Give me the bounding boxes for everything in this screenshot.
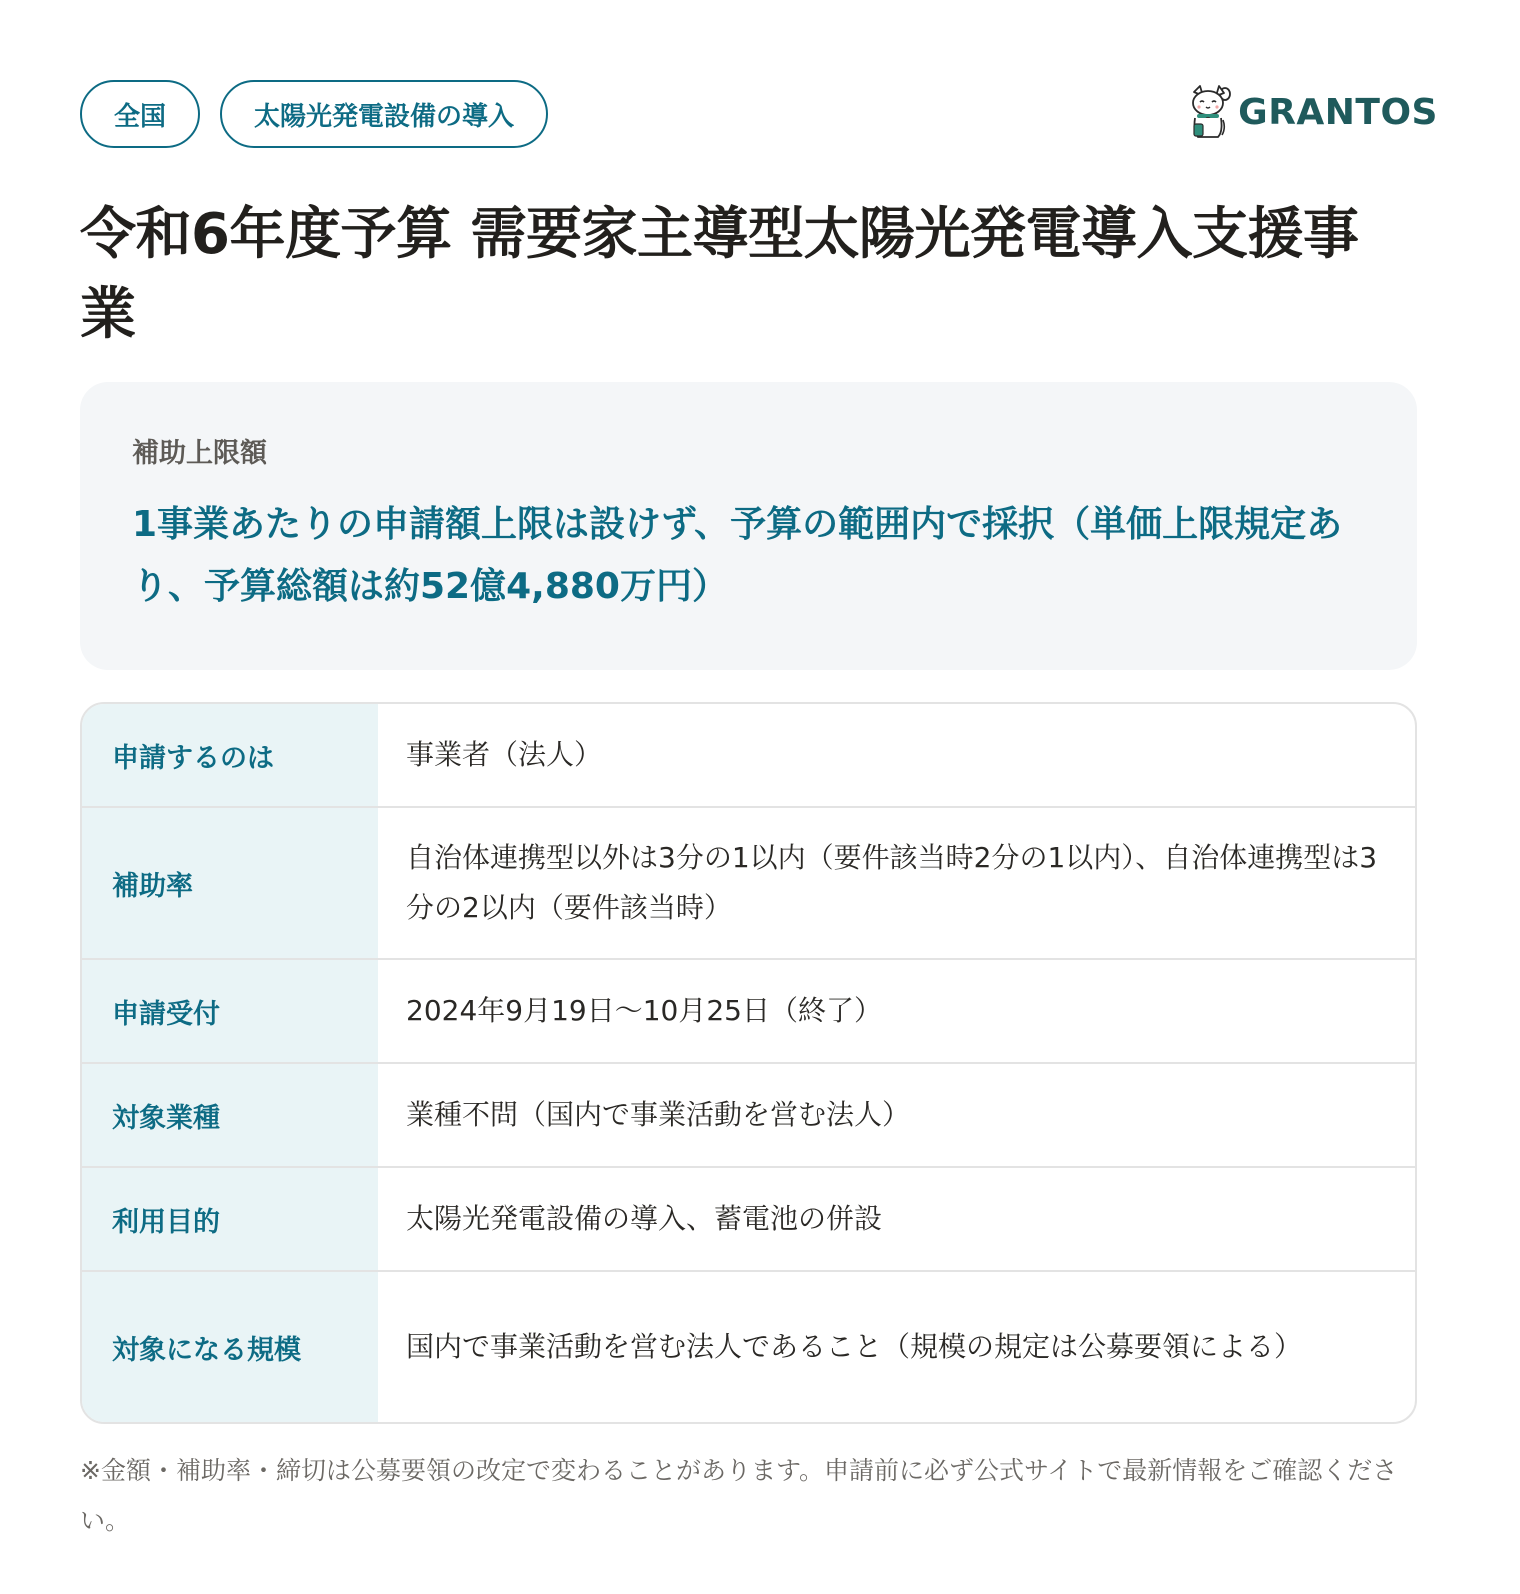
row-value-scale: 国内で事業活動を営む法人であること（規模の規定は公募要領による） bbox=[406, 1330, 1303, 1363]
info-table bbox=[80, 702, 1417, 1424]
subsidy-limit-card bbox=[80, 382, 1417, 670]
tag-region[interactable]: 全国 bbox=[80, 80, 200, 148]
row-value-purpose: 太陽光発電設備の導入、蓄電池の併設 bbox=[406, 1202, 883, 1235]
maneki-neko-cat-icon bbox=[1186, 84, 1232, 140]
table-row bbox=[82, 1272, 1415, 1422]
row-label-application-period: 申請受付 bbox=[82, 960, 378, 1062]
table-row bbox=[82, 704, 1415, 808]
disclaimer-note: ※金額・補助率・締切は公募要領の改定で変わることがあります。申請前に必ず公式サイトで最新情報をご確認ください。 bbox=[80, 1456, 1398, 1535]
row-value-subsidy-rate: 自治体連携型以外は3分の1以内（要件該当時2分の1以内）、自治体連携型は3分の2以内（要件該当時） bbox=[406, 841, 1378, 924]
row-label-scale: 対象になる規模 bbox=[82, 1272, 378, 1422]
table-row bbox=[82, 1064, 1415, 1168]
table-row bbox=[82, 960, 1415, 1064]
row-label-industry: 対象業種 bbox=[82, 1064, 378, 1166]
header bbox=[80, 80, 1438, 150]
row-value-applicant: 事業者（法人） bbox=[406, 738, 603, 771]
row-label-subsidy-rate: 補助率 bbox=[82, 808, 378, 958]
row-value-application-period: 2024年9月19日～10月25日（終了） bbox=[406, 994, 882, 1027]
page-title: 令和6年度予算 需要家主導型太陽光発電導入支援事業 bbox=[80, 202, 1359, 347]
table-row bbox=[82, 1168, 1415, 1272]
table-row bbox=[82, 808, 1415, 960]
tag-category[interactable]: 太陽光発電設備の導入 bbox=[220, 80, 548, 148]
row-label-purpose: 利用目的 bbox=[82, 1168, 378, 1270]
tag-list bbox=[80, 80, 548, 148]
brand-logo[interactable] bbox=[1186, 84, 1438, 140]
subsidy-limit-label: 補助上限額 bbox=[132, 438, 267, 469]
subsidy-limit-value: 1事業あたりの申請額上限は設けず、予算の範囲内で採択（単価上限規定あり、予算総額は約52億4,880万円） bbox=[132, 504, 1343, 607]
row-label-applicant: 申請するのは bbox=[82, 704, 378, 806]
brand-name: GRANTOS bbox=[1238, 91, 1438, 133]
row-value-industry: 業種不問（国内で事業活動を営む法人） bbox=[406, 1098, 911, 1131]
